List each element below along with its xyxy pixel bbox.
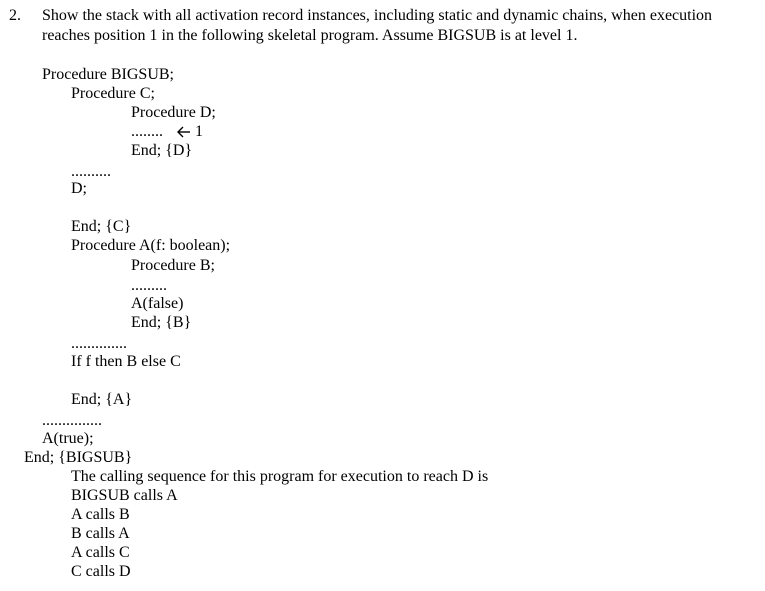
calling-sequence-step: A calls B bbox=[71, 506, 130, 523]
bigsub-body-dots: ............... bbox=[42, 412, 102, 429]
calling-sequence-step: BIGSUB calls A bbox=[71, 487, 178, 504]
d-body-dots: ........ bbox=[131, 123, 163, 140]
d-header: Procedure D; bbox=[131, 104, 216, 121]
c-end: End; {C} bbox=[71, 218, 132, 235]
b-call-a: A(false) bbox=[131, 295, 184, 312]
c-body-dots: .......... bbox=[71, 163, 111, 180]
position-marker: 1 bbox=[195, 123, 203, 140]
left-arrow-icon bbox=[177, 122, 191, 141]
bigsub-header: Procedure BIGSUB; bbox=[42, 66, 174, 83]
bigsub-end: End; {BIGSUB} bbox=[24, 449, 133, 466]
calling-sequence-intro: The calling sequence for this program for execution to reach D is bbox=[71, 468, 489, 485]
a-end: End; {A} bbox=[71, 391, 133, 408]
a-header: Procedure A(f: boolean); bbox=[71, 237, 231, 254]
a-if-statement: If f then B else C bbox=[71, 353, 181, 370]
b-body-dots: ......... bbox=[131, 277, 167, 294]
a-body-dots: .............. bbox=[71, 335, 127, 352]
question-text-line-2: reaches position 1 in the following skeletal program. Assume BIGSUB is at level 1. bbox=[42, 27, 578, 44]
d-end: End; {D} bbox=[131, 142, 193, 159]
c-header: Procedure C; bbox=[71, 85, 155, 102]
question-text-line-1: Show the stack with all activation record instances, including static and dynamic chains, when execution bbox=[42, 7, 713, 24]
calling-sequence-step: B calls A bbox=[71, 525, 130, 542]
calling-sequence-step: A calls C bbox=[71, 544, 130, 561]
bigsub-call-a: A(true); bbox=[42, 430, 94, 447]
calling-sequence-step: C calls D bbox=[71, 563, 131, 580]
b-header: Procedure B; bbox=[131, 257, 215, 274]
question-number: 2. bbox=[9, 7, 21, 24]
d-body-line bbox=[131, 122, 203, 141]
c-call-d: D; bbox=[71, 180, 87, 197]
b-end: End; {B} bbox=[131, 314, 192, 331]
